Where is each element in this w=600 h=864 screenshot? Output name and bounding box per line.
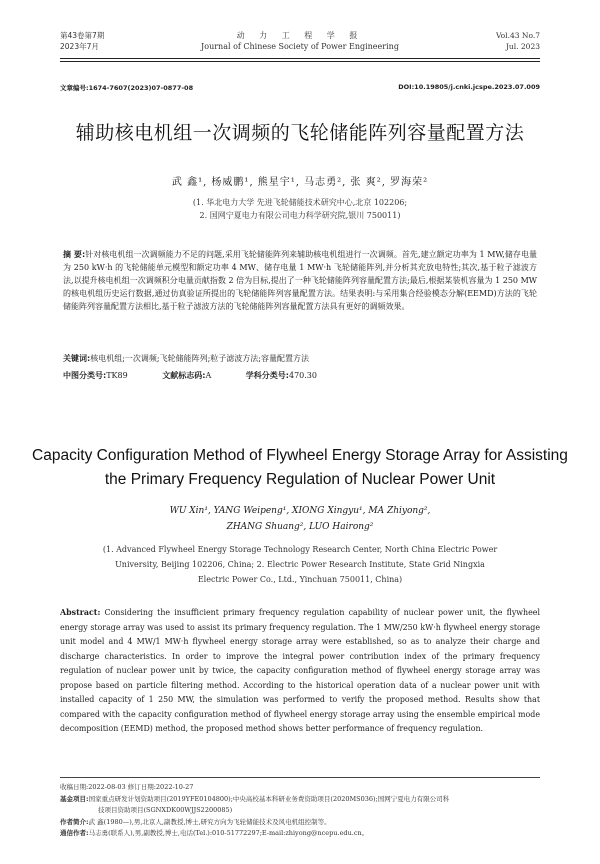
affiliation-cn-2: 2. 国网宁夏电力有限公司电力科学研究院,银川 750011): [199, 211, 401, 220]
document-code: 文献标志码:A: [162, 371, 212, 380]
affiliation-en-1: (1. Advanced Flywheel Energy Storage Technology Research Center, North China Electric Power: [102, 545, 498, 554]
volume-en: Vol.43 No.7: [495, 31, 540, 40]
abstract-en-label: Abstract:: [60, 608, 101, 617]
footnotes: [60, 782, 540, 840]
journal-name-cn: 动 力 工 程 学 报: [236, 31, 364, 40]
corresponding-author: 通信作者:马志勇(联系人),男,副教授,博士,电话(Tel.):010-51772297;E-mail:zhiyong@ncepu.edu.cn。: [60, 829, 369, 837]
abstract-cn: [63, 248, 537, 313]
abstract-cn-label: 摘 要:: [63, 250, 86, 259]
clc-code: 中图分类号:TK89: [63, 371, 128, 380]
abstract-en-text: Considering the insufficient primary frequency regulation capability of nuclear power unit, the flywheel energy storage array was used to assist its primary frequency regulation. The 1 MW/250 kW·h flywheel energy storage unit model and 4 MW/1 MW·h flywheel energy storage array were established, so as to analyze their charge and discharge characteristics. In order to improve the integral power contribution index of the primary frequency regulation of nuclear power unit by twice, the capacity configuration method of flywheel energy storage array was propose based on particle filtering method. According to the historical operation data of a nuclear power unit with installed capacity of 1 250 MW, the simulation was performed to verify the proposed method. Results show that compared with the capacity configuration method of flywheel energy storage array using the ensemble empirical mode decomposition (EEMD) method, the proposed method shows better performance of frequency regulation.: [60, 608, 540, 733]
authors-en: [0, 503, 600, 535]
affiliation-en-3: Electric Power Co., Ltd., Yinchuan 750011, China): [197, 575, 403, 584]
affiliations-cn: [0, 196, 600, 222]
journal-name-en: Journal of Chinese Society of Power Engineering: [201, 42, 399, 51]
date-en: Jul. 2023: [505, 42, 540, 51]
author-bio: 作者简介:武 鑫(1980—),男,北京人,副教授,博士,研究方向为飞轮储能技术及风电机组控制等。: [60, 817, 331, 826]
article-number: 文章编号:1674-7607(2023)07-0877-08: [60, 84, 194, 92]
affiliation-en-2: University, Beijing 102206, China; 2. Electric Power Research Institute, State Grid Ningxia: [115, 560, 485, 569]
authors-en-line-2: ZHANG Shuang², LUO Hairong²: [226, 522, 374, 532]
footnote-divider: [60, 777, 540, 778]
title-en: Capacity Configuration Method of Flywheel Energy Storage Array for Assisting the Primary Frequency Regulation of Nuclear Power Unit: [32, 447, 568, 488]
classification-line: [63, 370, 537, 381]
keywords-cn: [63, 353, 309, 364]
authors-en-line-1: WU Xin¹, YANG Weipeng¹, XIONG Xingyu¹, MA Zhiyong²,: [169, 506, 431, 516]
header-divider-thin: [60, 61, 540, 62]
received-dates: 收稿日期:2022-08-03 修订日期:2022-10-27: [60, 783, 194, 791]
affiliations-en: [60, 542, 540, 587]
title-cn: 辅助核电机组一次调频的飞轮储能阵列容量配置方法: [75, 122, 525, 144]
date-cn: 2023年7月: [60, 42, 99, 51]
header-volume-info: [496, 30, 540, 52]
fund-line-2: 技项目资助项目(SGNXDK00WJJS2200085): [98, 806, 233, 814]
keywords-cn-text: 核电机组;一次调频;飞轮储能阵列;粒子滤波方法;容量配置方法: [90, 354, 309, 363]
abstract-en: [60, 606, 540, 737]
issue-cn: 第43卷第7期: [60, 31, 105, 40]
affiliation-cn-1: (1. 华北电力大学 先进飞轮储能技术研究中心,北京 102206;: [192, 198, 408, 207]
doi-link[interactable]: DOI:10.19805/j.cnki.jcspe.2023.07.009: [398, 83, 540, 91]
subject-code: 学科分类号:470.30: [245, 371, 317, 380]
abstract-cn-text: 针对核电机组一次调频能力不足的问题,采用飞轮储能阵列来辅助核电机组进行一次调频。首先,建立额定功率为 1 MW,储存电量为 250 kW·h 的飞轮储能单元模型和额定功率 4 MW、储存电量 1 MW·h 飞轮储能阵列,并分析其充放电特性;其次,基于粒子滤波方法,以提升核电机组一次调频积分电量贡献指数 2 倍为目标,提出了一种飞轮储能阵列容量配置方法;最后,根据某装机容量为 1 250 MW 的核电机组历史运行数据,通过仿真验证所提出的飞轮储能阵列容量配置方法。结果表明:与采用集合经验模态分解(EEMD)方法的飞轮储能阵列容量配置方法相比,基于粒子滤波方法的飞轮储能阵列容量配置方法具有更好的调频效果。: [63, 250, 537, 311]
fund-line-1: 基金项目:国家重点研发计划资助项目(2019YFE0104800);中央高校基本科研业务费资助项目(2020MS036);国网宁夏电力有限公司科: [60, 794, 450, 803]
authors-cn: 武 鑫¹, 杨威鹏¹, 熊星宇¹, 马志勇², 张 爽², 罗海荣²: [171, 177, 429, 188]
keywords-cn-label: 关键词:: [63, 354, 91, 363]
header-divider: [60, 58, 540, 59]
